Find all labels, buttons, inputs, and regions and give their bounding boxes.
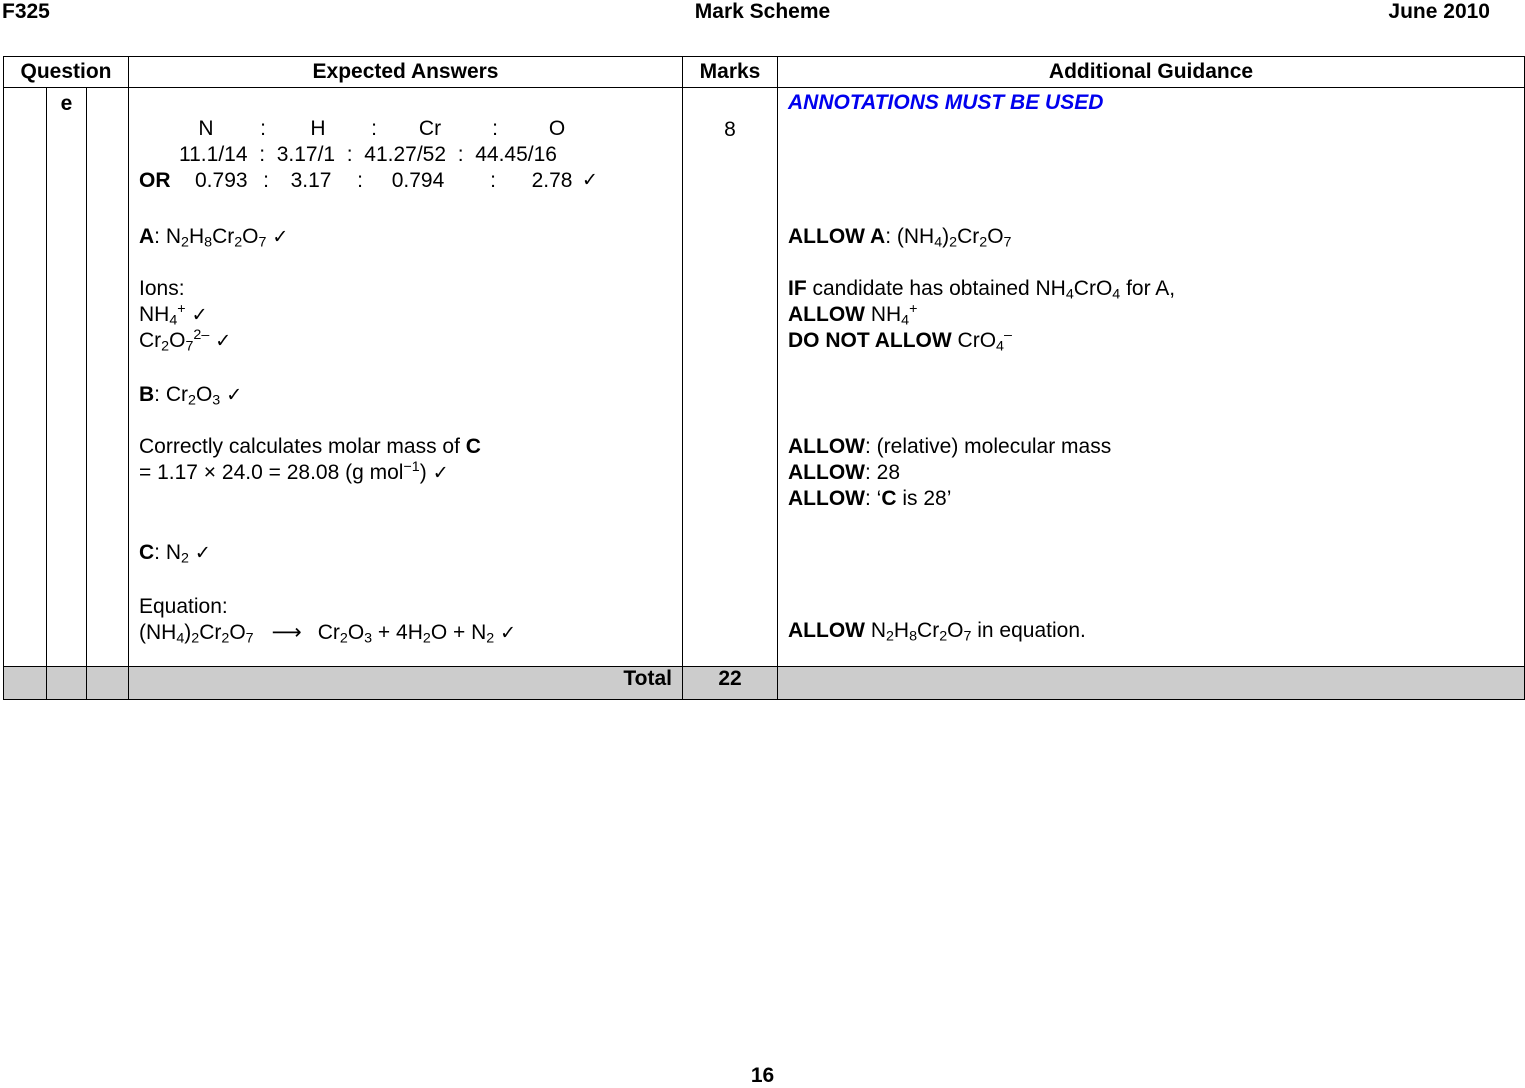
answer-b-label: B [139,383,155,406]
ratio-or-label: OR [139,169,171,192]
ratio-separator: : [346,143,353,166]
allow-c-suffix: is 28’ [896,487,952,510]
header-title: Mark Scheme [694,0,831,23]
total-blank-cell [4,667,47,700]
total-marks: 22 [683,667,778,700]
if-label: IF [788,277,807,300]
guidance-allow-relative [788,436,1111,457]
equation: $(NH_4)_2Cr_2O_7$ ⟶ $Cr_2O_3 + 4H_2O + N_2$ ✓ [139,620,517,647]
total-label: Total [129,667,683,700]
ion-ammonium: $NH_4^+$ ✓ [139,301,208,329]
page-number: 16 [750,1064,775,1087]
answer-c-label: C [139,541,155,564]
question-part-cell [47,88,87,667]
ratio-separator: : [492,117,498,140]
molar-mass-text-label: Correctly calculates molar mass of [139,435,466,458]
do-not-allow-label: DO NOT ALLOW [788,329,952,352]
answer-a-label: A [139,225,155,248]
question-number-cell [4,88,47,667]
question-part: e [60,92,73,115]
ratio-separator: : [259,143,266,166]
expected-answers-cell [129,88,683,667]
allow-label: ALLOW [788,619,865,642]
ratio-separator: : [490,169,496,192]
allow-label: ALLOW [788,461,865,484]
ratio-symbol: O [548,117,566,140]
tick-icon: ✓ [226,383,243,406]
ratio-separator: : [371,117,377,140]
allow-28-text: : 28 [864,461,901,484]
answer-a: A: $N_2H_8Cr_2O_7$ ✓ [139,225,289,251]
ion-dichromate: $Cr_2O_7^{2-}$ ✓ [139,327,232,355]
answer-b: B: $Cr_2O_3$ ✓ [139,383,243,409]
tick-icon: ✓ [581,168,599,191]
ratio-separator: : [260,117,266,140]
allow-equation-suffix: in equation. [971,619,1086,642]
marks-value: 8 [724,118,736,141]
guidance-allow-a: ALLOW A: $(NH_4)_2Cr_2O_7$ [788,225,1012,251]
header-date: June 2010 [1388,0,1490,23]
molar-mass-calc-text: = 1.17 × 24.0 = 28.08 (g mol [139,461,404,484]
tick-icon: ✓ [432,461,449,484]
total-blank-cell [47,667,87,700]
guidance-cell [778,88,1525,667]
guidance-allow-c [788,488,951,509]
ratio-calc-value: 11.1/14 [179,143,248,166]
table-header-row [4,57,1525,88]
molar-mass-c: C [465,435,481,458]
reaction-arrow-icon: ⟶ [271,620,302,644]
allow-label: ALLOW [788,435,865,458]
ratio-separator: : [457,143,464,166]
ratio-calc-value: 41.27/52 [364,143,447,166]
ratio-separator: : [357,169,363,192]
if-text: candidate has obtained NH [806,277,1066,300]
allow-relative-text: : (relative) molecular mass [864,435,1112,458]
ratio-symbols-line [189,118,569,139]
ratio-values-line [139,170,603,191]
guidance-allow-equation: ALLOW $N_2H_8Cr_2O_7$ in equation. [788,619,1086,645]
tick-icon: ✓ [500,621,517,644]
molar-mass-calc [139,459,449,484]
equation-label: Equation: [139,595,228,618]
molar-mass-calc-suffix: ) [419,461,427,484]
ratio-value: 3.17 [290,169,332,192]
mark-scheme-table [3,56,1525,700]
ions-label: Ions: [139,277,185,300]
ratio-separator: : [263,169,269,192]
tick-icon: ✓ [215,329,232,352]
ratio-calc-line [179,144,557,165]
header-marks: Marks [683,57,778,88]
ratio-symbol: Cr [418,117,442,140]
molar-mass-text [139,436,481,457]
ratio-symbol: H [310,117,326,140]
ratio-calc-value: 44.45/16 [475,143,557,166]
header-additional-guidance: Additional Guidance [778,57,1525,88]
guidance-if: IF candidate has obtained $NH_4CrO_4$ for A, [788,277,1176,303]
total-blank-cell [778,667,1525,700]
ratio-value: 0.794 [391,169,445,192]
total-blank-cell [87,667,129,700]
allow-c-letter: C [881,487,897,510]
allow-a-label: ALLOW A [788,225,886,248]
if-text-end: for A, [1120,277,1176,300]
allow-c-prefix: : ‘ [864,487,882,510]
question-subpart-cell [87,88,129,667]
table-row [4,88,1525,667]
tick-icon: ✓ [194,541,211,564]
ratio-value: 2.78 [531,169,573,192]
answer-c: C: $N_2$ ✓ [139,541,211,567]
marks-cell [683,88,778,667]
header-question: Question [4,57,129,88]
guidance-allow-28 [788,462,900,483]
ratio-calc-value: 3.17/1 [276,143,336,166]
tick-icon: ✓ [272,225,289,248]
header-expected-answers: Expected Answers [129,57,683,88]
total-row [4,667,1525,700]
guidance-do-not-allow: DO NOT ALLOW CrO$_4$– [788,327,1012,355]
guidance-allow-nh4: ALLOW $NH_4^+$ [788,301,918,329]
molar-mass-exponent: −1 [403,459,420,476]
allow-label: ALLOW [788,303,865,326]
ratio-symbol: N [198,117,214,140]
header-paper-code: F325 [2,0,50,23]
annotations-note: ANNOTATIONS MUST BE USED [788,91,1104,114]
ratio-value: 0.793 [195,169,248,192]
allow-label: ALLOW [788,487,865,510]
tick-icon: ✓ [191,303,208,326]
